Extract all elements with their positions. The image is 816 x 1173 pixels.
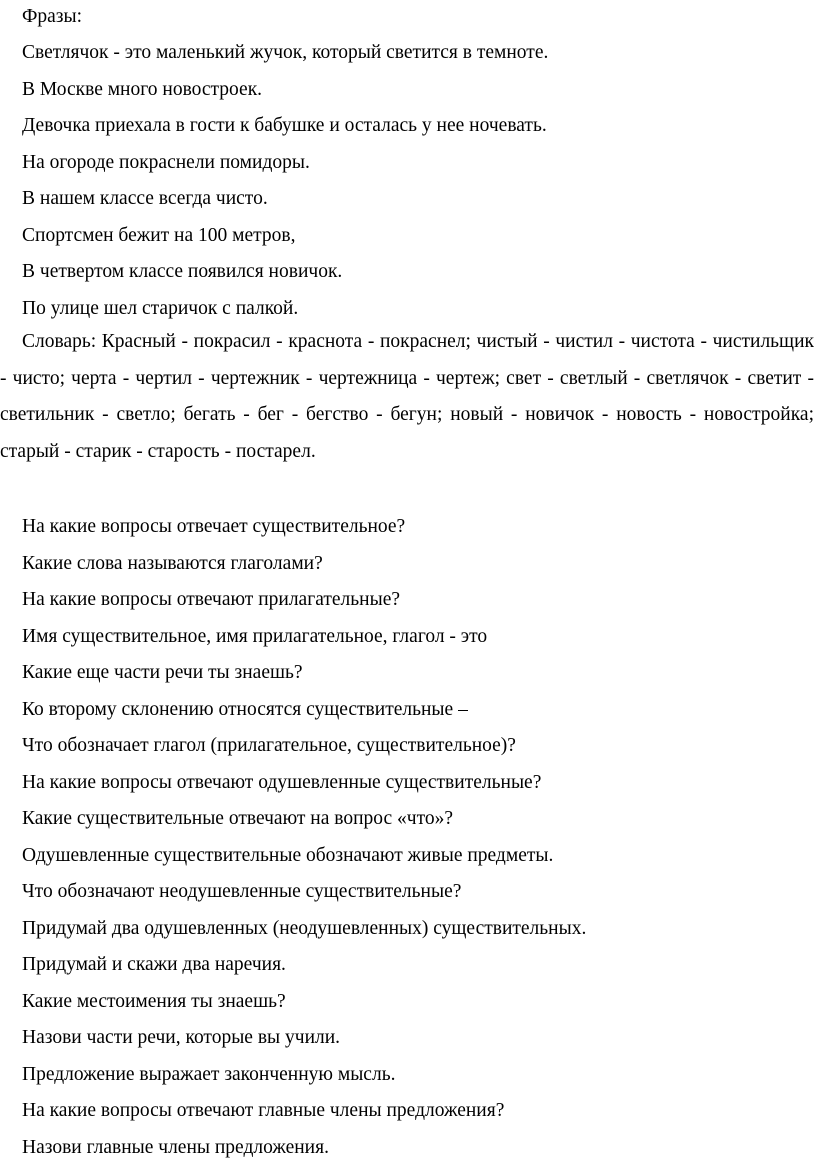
question-line: Придумай и скажи два наречия. bbox=[22, 954, 286, 975]
question-line: Имя существительное, имя прилагательное, глагол - это bbox=[22, 626, 488, 647]
phrase-line: Девочка приехала в гости к бабушке и осталась у нее ночевать. bbox=[22, 115, 547, 136]
phrase-line: По улице шел старичок с палкой. bbox=[22, 298, 299, 319]
question-line: Ко второму склонению относятся существительные – bbox=[22, 699, 468, 720]
phrase-line: На огороде покраснели помидоры. bbox=[22, 152, 310, 173]
question-line: На какие вопросы отвечают главные члены предложения? bbox=[22, 1100, 505, 1121]
dictionary-paragraph: Словарь: Красный - покрасил - краснота - покраснел; чистый - чистил - чистота - чистильщик - чисто; черта - чертил - чертежник - чертежница - чертеж; свет - светлый - светлячок - светит - светильник - светло; бегать - бег - бегство - бегун; новый - новичок - новость - новостройка; старый - старик - старость - постарел. bbox=[0, 331, 814, 462]
question-line: Придумай два одушевленных (неодушевленных) существительных. bbox=[22, 918, 587, 939]
question-line: Одушевленные существительные обозначают живые предметы. bbox=[22, 845, 554, 866]
question-line: Предложение выражает законченную мысль. bbox=[22, 1064, 396, 1085]
question-line: Какие существительные отвечают на вопрос «что»? bbox=[22, 808, 453, 829]
phrases-heading: Фразы: bbox=[22, 6, 83, 27]
phrase-line: В Москве много новостроек. bbox=[22, 79, 263, 100]
question-line: Назови части речи, которые вы учили. bbox=[22, 1027, 341, 1048]
phrase-line: В нашем классе всегда чисто. bbox=[22, 188, 268, 209]
question-line: На какие вопросы отвечают одушевленные существительные? bbox=[22, 772, 542, 793]
question-line: Какие местоимения ты знаешь? bbox=[22, 991, 286, 1012]
phrase-line: Спортсмен бежит на 100 метров, bbox=[22, 225, 296, 246]
question-line: Какие еще части речи ты знаешь? bbox=[22, 662, 303, 683]
question-line: На какие вопросы отвечает существительное? bbox=[22, 516, 406, 537]
question-line: На какие вопросы отвечают прилагательные? bbox=[22, 589, 401, 610]
phrase-line: Светлячок - это маленький жучок, который светится в темноте. bbox=[22, 42, 549, 63]
phrase-line: В четвертом классе появился новичок. bbox=[22, 261, 343, 282]
question-line: Какие слова называются глаголами? bbox=[22, 553, 323, 574]
question-line: Что обозначает глагол (прилагательное, существительное)? bbox=[22, 735, 516, 756]
question-line: Назови главные члены предложения. bbox=[22, 1137, 329, 1158]
question-line: Что обозначают неодушевленные существительные? bbox=[22, 881, 462, 902]
